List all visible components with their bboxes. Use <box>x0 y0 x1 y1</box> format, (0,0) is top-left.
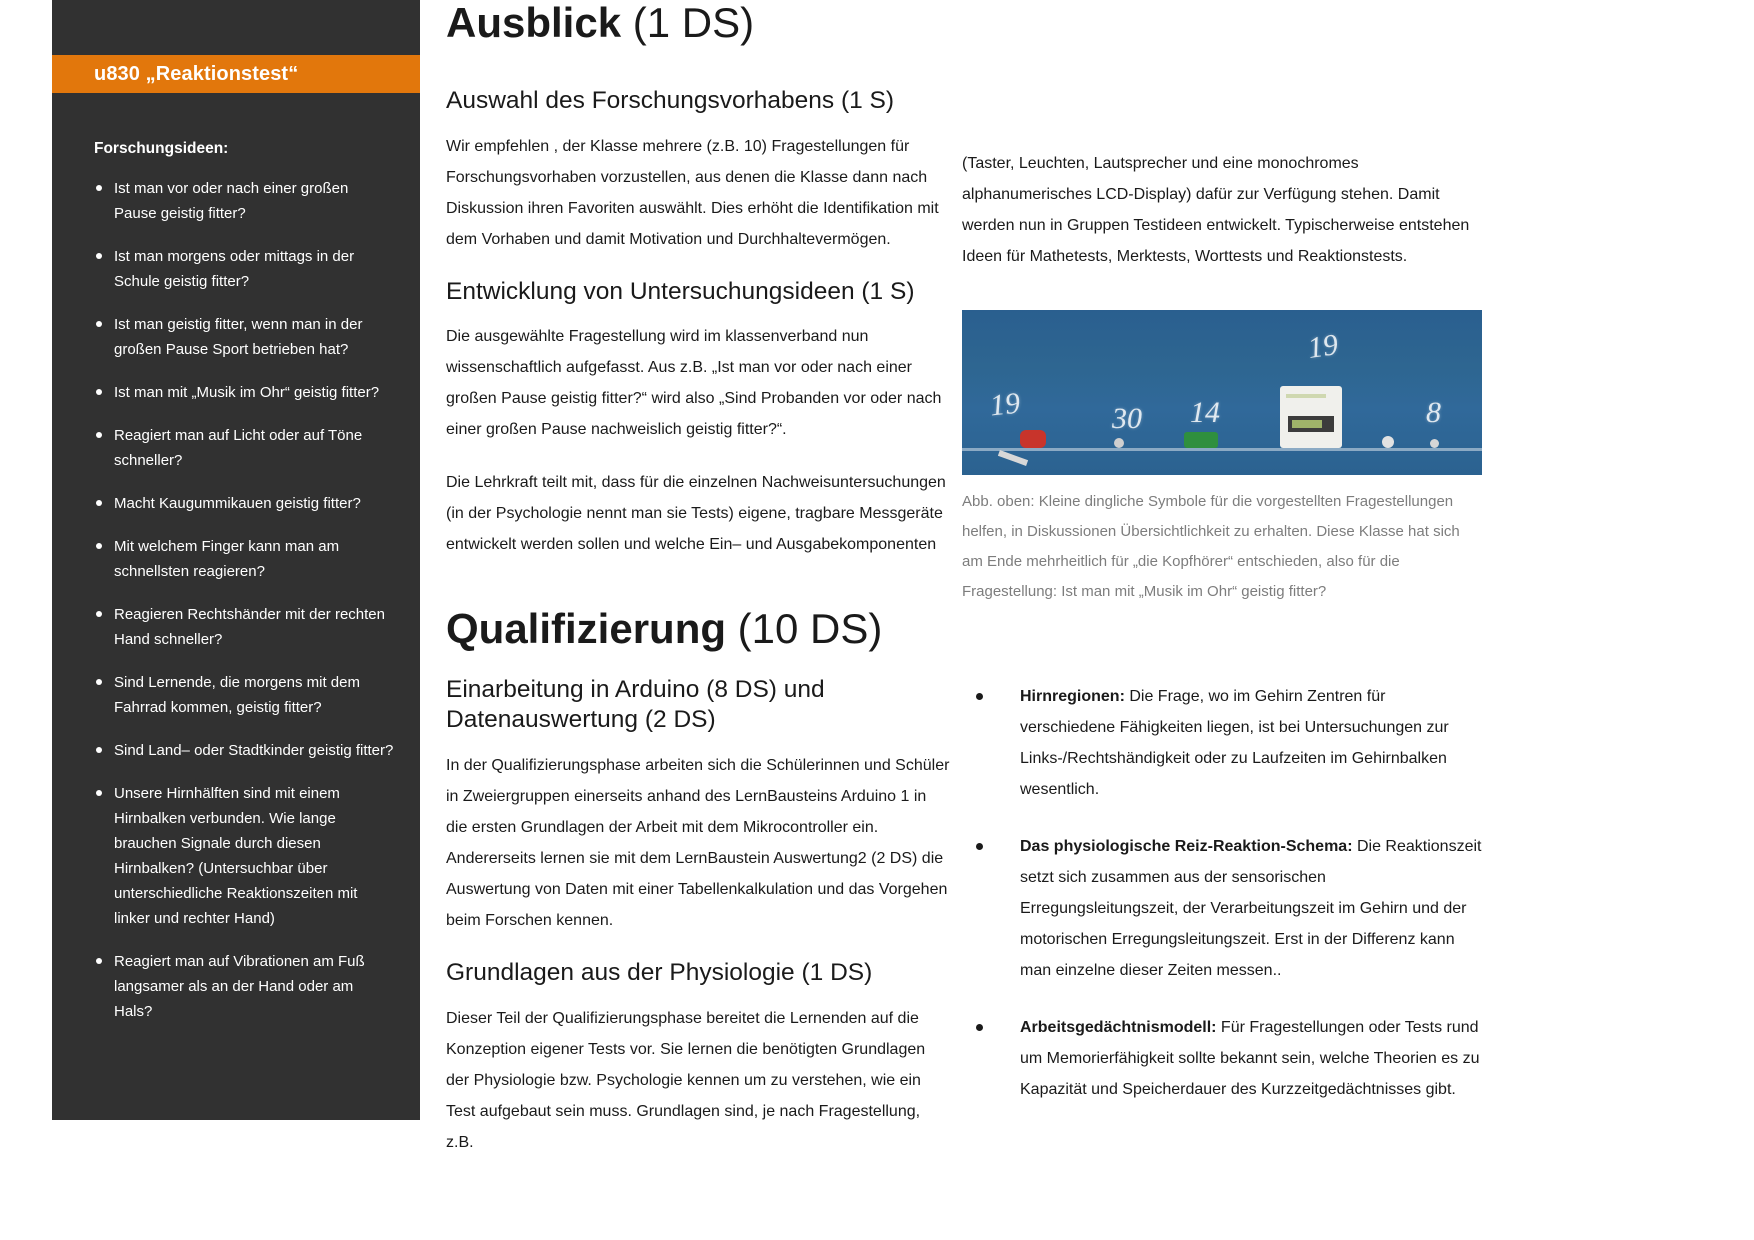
figure-blackboard <box>962 310 1482 607</box>
chalk-mark: 30 <box>1112 402 1142 435</box>
list-item: Sind Lernende, die morgens mit dem Fahrrad kommen, geistig fitter? <box>94 670 394 720</box>
list-item-lead: Hirnregionen: <box>1020 688 1125 705</box>
list-item: Ist man geistig fitter, wenn man in der großen Pause Sport betrieben hat? <box>94 312 394 362</box>
heading-auswahl: Auswahl des Forschungsvorhabens (1 S) <box>446 87 895 115</box>
list-item: Reagiert man auf Licht oder auf Töne schneller? <box>94 423 394 473</box>
list-item: Sind Land– oder Stadtkinder geistig fitter? <box>94 738 394 763</box>
chalk-tray <box>962 448 1482 451</box>
figure-caption: Abb. oben: Kleine dingliche Symbole für die vorgestellten Fragestellungen helfen, in Diskussionen Übersichtlichkeit zu erhalten. Diese Klasse hat sich am Ende mehrheitlich für „die Kopfhörer“ entschieden, also für die Fragestellung: Ist man mit „Musik im Ohr“ geistig fitter? <box>962 493 1460 600</box>
section-einarbeitung <box>446 675 950 936</box>
ball-object <box>1382 436 1394 448</box>
page-title-qualifizierung <box>446 606 950 652</box>
list-item: Mit welchem Finger kann man am schnellsten reagieren? <box>94 534 394 584</box>
heading-einarbeitung: Einarbeitung in Arduino (8 DS) und Datenauswertung (2 DS) <box>446 675 825 734</box>
list-item: Unsere Hirnhälften sind mit einem Hirnbalken verbunden. Wie lange brauchen Signale durch diesen Hirnbalken? (Untersuchbar über unterschiedliche Reaktionszeiten mit linker und rechter Hand) <box>94 781 394 931</box>
list-item-lead: Arbeitsgedächtnismodell: <box>1020 1019 1217 1036</box>
page-title-qualifizierung-main: Qualifizierung <box>446 605 727 653</box>
section-entwicklung <box>446 277 950 561</box>
list-item <box>962 831 1482 986</box>
chalk-mark: 19 <box>1305 328 1341 365</box>
list-item-lead: Das physiologische Reiz-Reaktion-Schema: <box>1020 838 1353 855</box>
green-car-object <box>1184 432 1218 448</box>
list-item-text: Die Frage, wo im Gehirn Zentren für verschiedene Fähigkeiten liegen, ist bei Untersuchungen zur Links-/Rechtshändigkeit oder zu Laufzeiten im Gehirnbalken wesentlich. <box>1020 688 1449 798</box>
red-object <box>1020 430 1046 448</box>
figure-image <box>962 310 1482 475</box>
page-title-ausblick-main: Ausblick <box>446 0 622 46</box>
chalk-mark: 19 <box>988 386 1022 423</box>
main-content <box>446 0 1700 1240</box>
device-screen <box>1288 416 1334 432</box>
sidebar <box>52 0 420 1120</box>
ball-object-2 <box>1430 439 1439 448</box>
page-title-ausblick-suffix: (1 DS) <box>621 0 755 46</box>
list-item: Ist man morgens oder mittags in der Schule geistig fitter? <box>94 244 394 294</box>
section-grundlagen <box>446 958 950 1158</box>
pointer-object <box>998 450 1028 466</box>
paragraph-einarbeitung: In der Qualifizierungsphase arbeiten sich die Schülerinnen und Schüler in Zweiergruppen einerseits anhand des LernBausteins Arduino 1 in die ersten Grundlagen der Arbeit mit dem Mikrocontroller ein. Andererseits lernen sie mit dem LernBaustein Auswertung2 (2 DS) die Auswertung von Daten mit einer Tabellenkalkulation und das Vorgehen beim Forschen kennen. <box>446 756 950 929</box>
content-column-right <box>962 0 1482 1131</box>
list-item <box>962 681 1482 805</box>
list-item: Reagieren Rechtshänder mit der rechten Hand schneller? <box>94 602 394 652</box>
sidebar-body <box>94 140 394 1042</box>
heading-entwicklung: Entwicklung von Untersuchungsideen (1 S) <box>446 277 915 305</box>
device-topbar <box>1286 394 1326 398</box>
paragraph-entwicklung-2: Die Lehrkraft teilt mit, dass für die einzelnen Nachweisuntersuchungen (in der Psychologie nennt man sie Tests) eigene, tragbare Messgeräte entwickelt werden sollen und welche Ein– und Ausgabekomponenten <box>446 474 946 554</box>
research-ideas-list <box>94 176 394 1024</box>
content-column-left <box>446 0 950 1158</box>
list-item <box>962 1012 1482 1105</box>
list-item: Reagiert man auf Vibrationen am Fuß langsamer als an der Hand oder am Hals? <box>94 949 394 1024</box>
paragraph-grundlagen: Dieser Teil der Qualifizierungsphase bereitet die Lernenden auf die Konzeption eigener Tests vor. Sie lernen die benötigten Grundlagen der Physiologie bzw. Psychologie kennen um zu verstehen, wie ein Test aufgebaut sein muss. Grundlagen sind, je nach Fragestellung, z.B. <box>446 1009 926 1151</box>
heading-grundlagen: Grundlagen aus der Physiologie (1 DS) <box>446 958 873 986</box>
section-auswahl <box>446 86 950 255</box>
list-item-text: Die Reaktionszeit setzt sich zusammen aus der sensorischen Erregungsleitungszeit, der Verarbeitungszeit im Gehirn und der motorischen Erregungsleitungszeit. Erst in der Differenz kann man einzelne dieser Zeiten messen.. <box>1020 838 1482 979</box>
measuring-device-object <box>1280 386 1342 448</box>
list-item-text: Für Fragestellungen oder Tests rund um Memorierfähigkeit sollte bekannt sein, welche Theorien es zu Kapazität und Speicherdauer des Kurzzeitgedächtnisses gibt. <box>1020 1019 1480 1098</box>
sidebar-title-bar <box>52 55 420 93</box>
physiology-basics-list <box>962 681 1482 1105</box>
chalk-mark: 14 <box>1190 396 1220 429</box>
sidebar-heading: Forschungsideen: <box>94 140 229 157</box>
chalk-mark: 8 <box>1426 396 1441 429</box>
small-object <box>1114 438 1124 448</box>
paragraph-entwicklung-1: Die ausgewählte Fragestellung wird im klassenverband nun wissenschaftlich aufgefasst. Aus z.B. „Ist man vor oder nach einer großen Pause geistig fitter?“ wird also „Sind Probanden vor oder nach einer großen Pause nachweislich geistig fitter?“. <box>446 328 942 439</box>
page-title-ausblick <box>446 0 950 46</box>
sidebar-title: u830 „Reaktionstest“ <box>94 62 299 85</box>
list-item: Macht Kaugummikauen geistig fitter? <box>94 491 394 516</box>
list-item: Ist man mit „Musik im Ohr“ geistig fitter? <box>94 380 394 405</box>
page-title-qualifizierung-suffix: (10 DS) <box>726 605 883 653</box>
paragraph-auswahl: Wir empfehlen , der Klasse mehrere (z.B. 10) Fragestellungen für Forschungsvorhaben vorzustellen, aus denen die Klasse dann nach Diskussion ihren Favoriten auswählt. Dies erhöht die Identifikation mit dem Vorhaben und damit Motivation und Durchhaltevermögen. <box>446 137 939 248</box>
list-item: Ist man vor oder nach einer großen Pause geistig fitter? <box>94 176 394 226</box>
paragraph-right-intro: (Taster, Leuchten, Lautsprecher und eine monochromes alphanumerisches LCD-Display) dafür zur Verfügung stehen. Damit werden nun in Gruppen Testideen entwickelt. Typischerweise entstehen Ideen für Mathetests, Merktests, Worttests und Reaktionstests. <box>962 155 1470 265</box>
